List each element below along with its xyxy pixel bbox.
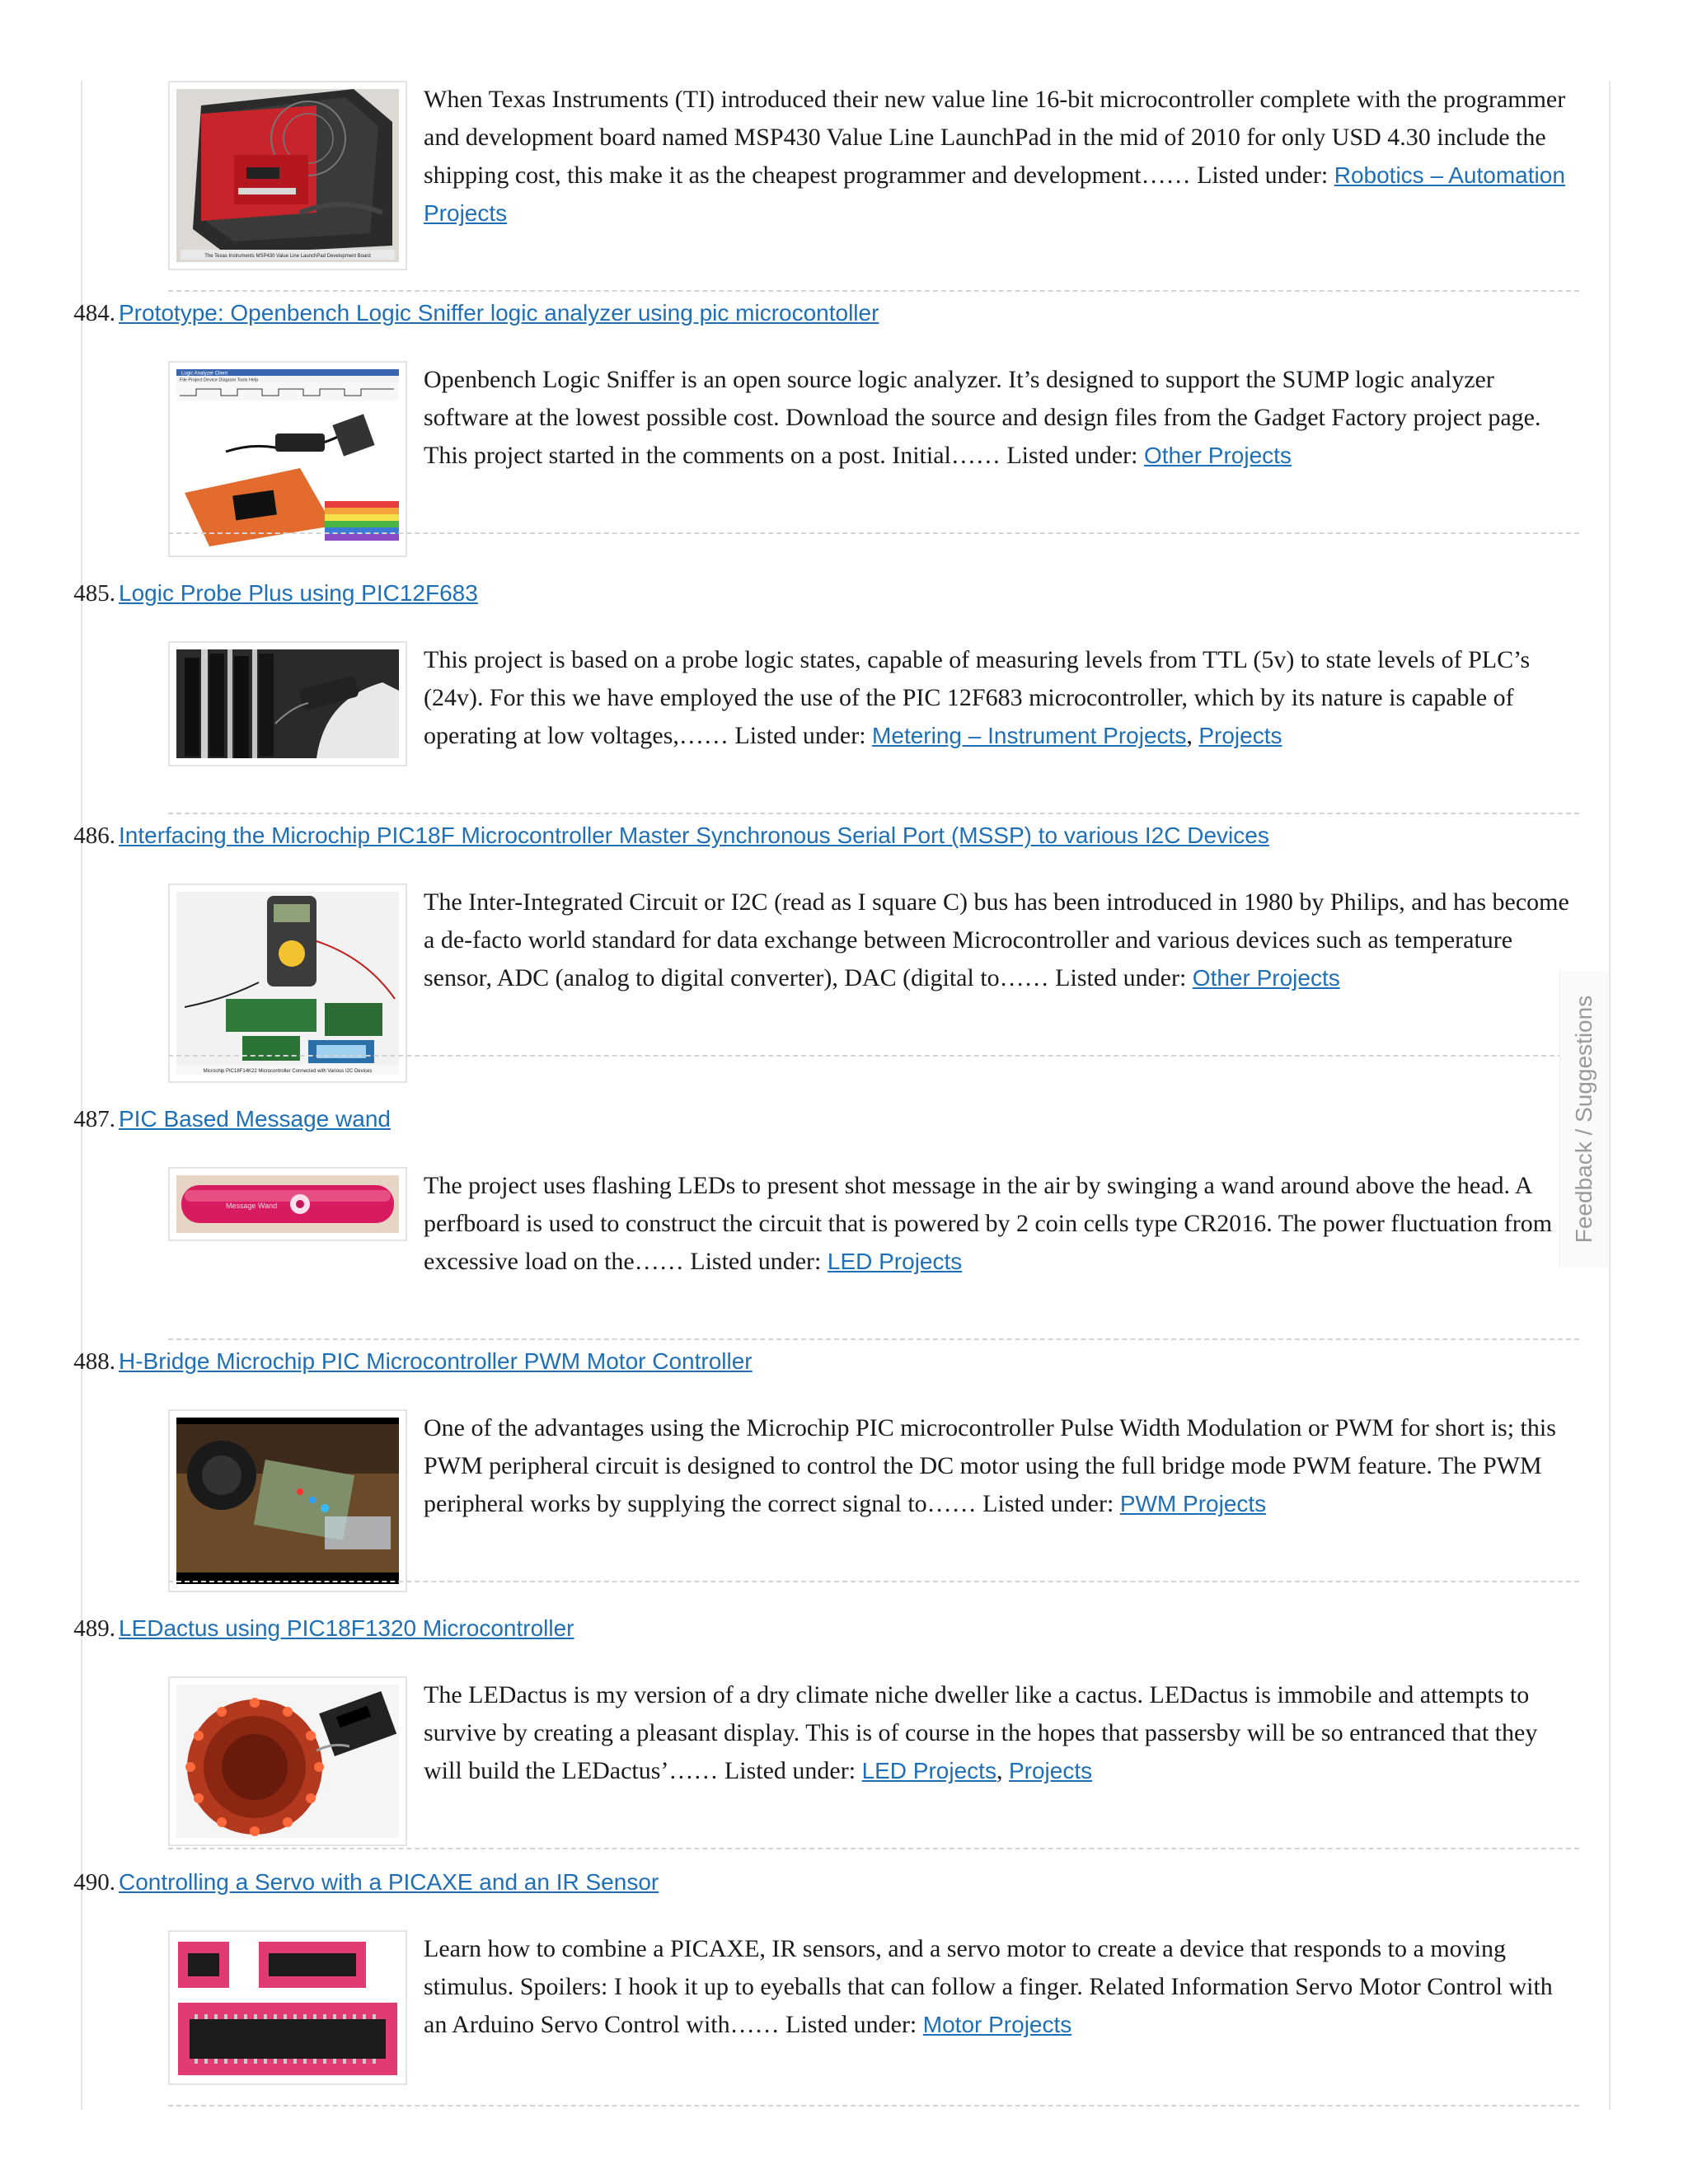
entry-header xyxy=(0,1866,659,1899)
motor-controller-image[interactable] xyxy=(168,1409,407,1592)
entry-title-link[interactable]: PIC Based Message wand xyxy=(119,1106,391,1132)
logic-probe-art xyxy=(176,649,399,758)
separator xyxy=(168,532,1579,534)
thumb-window-menu: File Project Device Diagram Tools Help xyxy=(180,377,259,383)
description-text: The project uses flashing LEDs to present shot message in the air by swinging a wand around above the head. A perfboard is used to construct the circuit that is powered by 2 coin cells type CR2016. The power fluctuation from excessive load on the…… Listed under: xyxy=(424,1172,1553,1275)
entry-number: 490. xyxy=(73,1868,115,1896)
category-link[interactable]: Other Projects xyxy=(1192,965,1340,991)
entry-number: 489. xyxy=(73,1615,115,1642)
item-description xyxy=(424,1409,1569,1523)
item-description: The LEDactus is my version of a dry climate niche dweller like a cactus. LEDactus is immobile and attempts to survive by creating a pleasant display. This is of course in the hopes that passersby will be so entranced that they will build the LEDactus’…… Listed under: LED Projects, Projects xyxy=(424,1681,1538,1784)
description-text: Openbench Logic Sniffer is an open source logic analyzer. It’s designed to support the SUMP logic analyzer software at the lowest possible cost. Download the source and design files from the Gadget Factory project page. This project started in the comments on a post. Initial…… Listed under: xyxy=(424,366,1541,469)
entry-number: 485. xyxy=(73,579,115,607)
logic-analyzer-image[interactable] xyxy=(168,361,407,557)
description-text: When Texas Instruments (TI) introduced their new value line 16-bit microcontroller complete with the programmer and development board named MSP430 Value Line LaunchPad in the mid of 2010 for only USD 4.30 include the shipping cost, this make it as the cheapest programmer and development…… Listed under: xyxy=(424,86,1566,189)
message-wand-art xyxy=(176,1175,399,1233)
separator xyxy=(168,1338,1579,1340)
item-description xyxy=(424,1167,1569,1281)
category-link[interactable]: LED Projects xyxy=(861,1758,996,1783)
entry-header xyxy=(0,1612,574,1645)
separator xyxy=(168,290,1579,292)
entry-header xyxy=(0,577,478,610)
separator xyxy=(168,1055,1579,1057)
i2c-devices-image[interactable] xyxy=(168,883,407,1083)
category-link[interactable]: Motor Projects xyxy=(922,2012,1072,2037)
category-link[interactable]: Metering – Instrument Projects xyxy=(872,723,1187,748)
category-link[interactable]: Robotics – Automation Projects xyxy=(424,162,1565,226)
item-description xyxy=(424,883,1569,997)
category-link[interactable]: LED Projects xyxy=(827,1249,963,1274)
motor-controller-art xyxy=(176,1418,399,1584)
thumb-caption: The Texas Instruments MSP430 Value Line LaunchPad Development Board xyxy=(204,254,371,259)
item-description xyxy=(424,361,1569,475)
page-border-left xyxy=(81,81,82,2110)
launchpad-board-image[interactable] xyxy=(168,81,407,270)
page-border-right xyxy=(1609,81,1611,2110)
entry-title-link[interactable]: H-Bridge Microchip PIC Microcontroller PWM Motor Controller xyxy=(119,1348,753,1374)
separator xyxy=(168,813,1579,814)
description-text: This project is based on a probe logic states, capable of measuring levels from TTL (5v) to state levels of PLC’s (24v). For this we have employed the use of the PIC 12F683 microcontroller, which by its nature is capable of operating at low voltages,…… Listed under: xyxy=(424,646,1531,749)
description-text: One of the advantages using the Microchip PIC microcontroller Pulse Width Modulation or PWM for short is; this PWM peripheral circuit is designed to control the DC motor using the full bridge mode PWM feature. The PWM peripheral works by supplying the correct signal to…… Listed under: xyxy=(424,1414,1556,1517)
category-link[interactable]: Projects xyxy=(1198,723,1282,748)
entry-title-link[interactable]: Controlling a Servo with a PICAXE and an IR Sensor xyxy=(119,1869,659,1895)
entry-number: 487. xyxy=(73,1105,115,1132)
thumb-window-title: Logic Analyzer Client xyxy=(181,371,228,377)
item-description xyxy=(424,81,1569,232)
picaxe-chips-image[interactable] xyxy=(168,1930,407,2085)
message-wand-image[interactable] xyxy=(168,1167,407,1241)
picaxe-chips-art xyxy=(176,1938,399,2077)
entry-title-link[interactable]: Interfacing the Microchip PIC18F Microcontroller Master Synchronous Serial Port (MSSP) to various I2C Devices xyxy=(119,823,1269,848)
entry-title-link[interactable]: LEDactus using PIC18F1320 Microcontroller xyxy=(119,1615,574,1641)
logic-analyzer-art xyxy=(176,369,399,549)
separator xyxy=(168,1848,1579,1849)
i2c-devices-art xyxy=(176,892,399,1075)
separator xyxy=(168,2105,1579,2107)
category-link[interactable]: Projects xyxy=(1008,1758,1093,1783)
logic-probe-image[interactable] xyxy=(168,641,407,766)
category-link[interactable]: Other Projects xyxy=(1143,443,1292,468)
separator xyxy=(168,1581,1579,1582)
ledactus-art xyxy=(176,1685,399,1838)
ledactus-image[interactable] xyxy=(168,1676,407,1846)
item-description xyxy=(424,1930,1569,2044)
entry-number: 486. xyxy=(73,822,115,849)
category-link[interactable]: PWM Projects xyxy=(1119,1491,1267,1516)
item-description: This project is based on a probe logic states, capable of measuring levels from TTL (5v) to state levels of PLC’s (24v). For this we have employed the use of the PIC 12F683 microcontroller, which by its nature is capable of operating at low voltages,…… Listed under: Metering – Instrument Projects, Projects xyxy=(424,646,1531,749)
entry-header xyxy=(0,1345,753,1378)
entry-header xyxy=(0,819,1269,852)
launchpad-board-art xyxy=(176,89,399,262)
entry-header xyxy=(0,297,879,330)
project-list xyxy=(73,0,1579,2184)
feedback-label: Feedback / Suggestions xyxy=(1571,995,1597,1244)
entry-title-link[interactable]: Prototype: Openbench Logic Sniffer logic analyzer using pic microcontoller xyxy=(119,300,879,326)
description-text: The LEDactus is my version of a dry climate niche dweller like a cactus. LEDactus is immobile and attempts to survive by creating a pleasant display. This is of course in the hopes that passersby will be so entranced that they will build the LEDactus’…… Listed under: xyxy=(424,1681,1538,1784)
entry-header xyxy=(0,1103,391,1136)
entry-number: 484. xyxy=(73,299,115,326)
description-text: Learn how to combine a PICAXE, IR sensors, and a servo motor to create a device that responds to a moving stimulus. Spoilers: I hook it up to eyeballs that can follow a finger. Related Information Servo Motor Control with an Arduino Servo Control with…… Listed under: xyxy=(424,1935,1553,2038)
thumb-caption: Microchip PIC18F14K22 Microcontroller Connected with Various I2C Devices xyxy=(203,1069,373,1074)
entry-title-link[interactable]: Logic Probe Plus using PIC12F683 xyxy=(119,580,478,606)
wand-label: Message Wand xyxy=(226,1202,278,1210)
feedback-tab[interactable] xyxy=(1559,971,1608,1268)
entry-number: 488. xyxy=(73,1347,115,1375)
description-text: The Inter-Integrated Circuit or I2C (read as I square C) bus has been introduced in 1980 by Philips, and has become a de-facto world standard for data exchange between Microcontroller and various devices such as temperature sensor, ADC (analog to digital converter), DAC (digital to…… Listed under: xyxy=(424,888,1569,991)
